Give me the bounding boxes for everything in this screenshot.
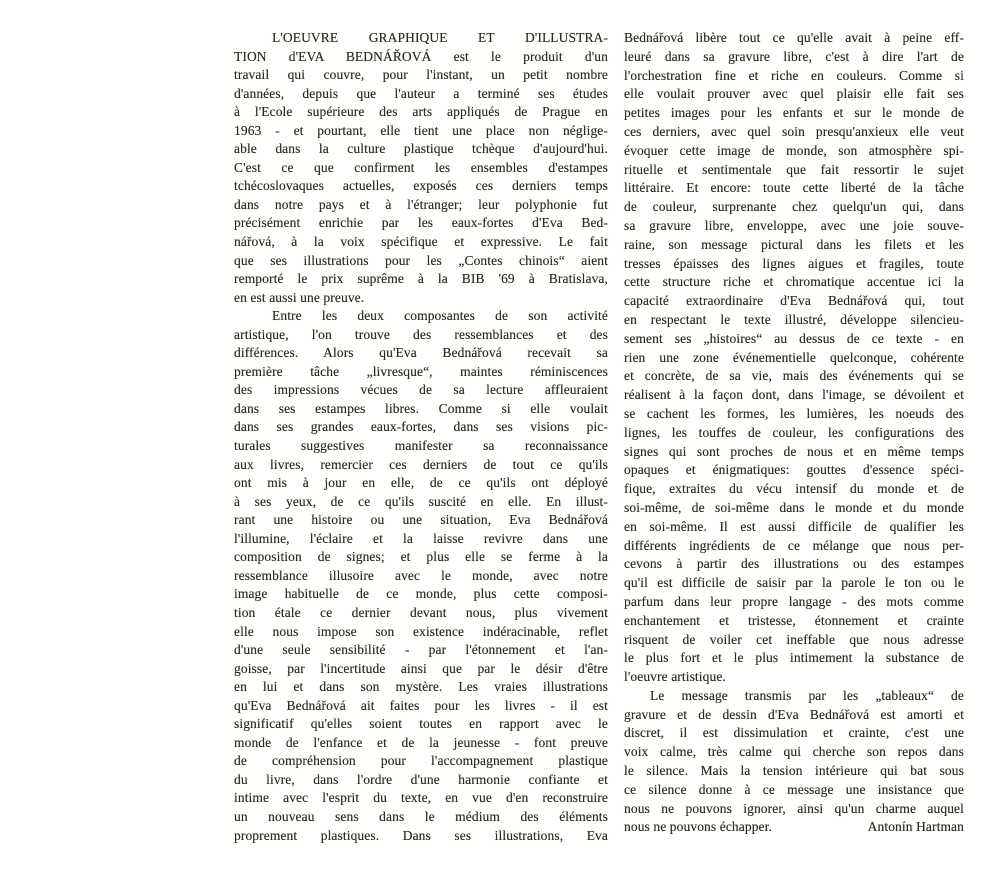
text-line: et concrète, de sa vie, mais des événements qui se	[624, 368, 964, 384]
text-line: gravure et de dessin d'Eva Bednářová est amorti et	[624, 706, 964, 722]
text-line: à ses yeux, de ce qu'ils suscité en elle. En illust-	[234, 493, 608, 509]
text-column-left	[234, 29, 608, 845]
text-line: tion étale ce dernier devant nous, plus vivement	[234, 604, 608, 620]
paragraph	[624, 687, 964, 837]
author-signature: Antonín Hartman	[867, 819, 964, 835]
text-line: elle voulait prouver avec quel plaisir elle fait ses	[624, 86, 964, 102]
text-line: différences. Alors qu'Eva Bednářová recevait sa	[234, 345, 608, 361]
text-line: qu'Eva Bednářová ait faites pour les livres - il est	[234, 697, 608, 713]
text-line: fique, extraites du vécu intensif du monde et de	[624, 481, 964, 497]
text-line: le silence. Mais la tension intérieure qui bat sous	[624, 763, 964, 779]
text-line: Bednářová libère tout ce qu'elle avait à peine eff-	[624, 30, 964, 45]
text-line: raine, son message pictural dans les filets et les	[624, 236, 964, 252]
text-line: qu'il est difficile de saisir par la parole le ton ou le	[624, 575, 964, 591]
text-line: en soi-même. Il est aussi difficile de qualifier les	[624, 518, 964, 534]
text-line: l'oeuvre artistique.	[624, 669, 726, 685]
text-line: en est aussi une preuve.	[234, 289, 365, 305]
text-line: nous ne pouvons ignorer, ainsi qu'un charme auquel	[624, 800, 964, 816]
text-line: de couleur, surprenante chez quelqu'un qui, dans	[624, 199, 964, 215]
text-line: le plus fort et le plus intimement la substance de	[624, 650, 964, 666]
text-line: ressemblance illusoire avec le monde, avec notre	[234, 567, 608, 583]
text-line: Le message transmis par les „tableaux“ de	[650, 687, 964, 703]
text-line: proprement plastiques. Dans ses illustrations, Eva	[234, 827, 608, 843]
paragraph-end-text: nous ne pouvons échapper.	[624, 819, 772, 835]
text-line: leuré dans sa gravure libre, c'est à dire l'art de	[624, 48, 964, 64]
text-line: elle nous impose son existence indéracinable, reflet	[234, 623, 608, 639]
text-line: l'illumine, l'éclaire et la laisse revivre dans une	[234, 530, 608, 546]
text-line: à l'Ecole supérieure des arts appliqués de Prague en	[234, 104, 608, 120]
text-line: intime avec l'esprit du texte, en vue d'en reconstruire	[234, 790, 608, 806]
text-line: ces derniers, avec quel soin presqu'anxieux elle veut	[624, 123, 964, 139]
text-line: soi-même, de soi-même dans le monde et du monde	[624, 499, 964, 515]
text-line: signes qui sont proches de nous et en même temps	[624, 443, 964, 459]
text-line: tchécoslovaques actuelles, exposés ces derniers temps	[234, 178, 608, 194]
text-line: discret, il est dissimulation et crainte, c'est une	[624, 725, 964, 741]
text-line: dans ses estampes libres. Comme si elle voulait	[234, 400, 608, 416]
text-line: 1963 - et pourtant, elle tient une place non néglige-	[234, 122, 608, 138]
text-line: l'orchestration fine et riche en couleurs. Comme si	[624, 67, 964, 83]
text-line: se cachent les formes, les lumières, les noeuds des	[624, 405, 964, 421]
paragraph	[234, 29, 608, 307]
text-line: dans ses grandes eaux-fortes, dans ses visions pic-	[234, 419, 608, 435]
text-line: sa gravure libre, enveloppe, avec une joie souve-	[624, 217, 964, 233]
text-line: remporté le prix suprême à la BIB '69 à Bratislava,	[234, 271, 608, 287]
text-line: aux livres, remercier ces derniers de tout ce qu'ils	[234, 456, 608, 472]
text-line: cevons à partir des illustrations ou des estampes	[624, 556, 964, 572]
text-line: tresses épaisses des lignes aigues et fragiles, toute	[624, 255, 964, 271]
text-line: risquent de voiler cet ineffable que nous adresse	[624, 631, 964, 647]
text-line: petites images pour les enfants et sur le monde de	[624, 105, 964, 121]
text-line: capacité extraordinaire d'Eva Bednářová qui, tout	[624, 293, 964, 309]
text-line: turales suggestives manifester sa reconnaissance	[234, 438, 608, 454]
signature-line	[624, 818, 964, 837]
text-line: parfum dans leur propre langage - des mots comme	[624, 593, 964, 609]
text-line: littéraire. Et encore: toute cette liberté de la tâche	[624, 180, 964, 196]
text-line: C'est ce que confirment les ensembles d'estampes	[234, 159, 608, 175]
text-line: première tâche „livresque“, maintes réminiscences	[234, 363, 608, 379]
text-line: able dans la culture plastique tchèque d'aujourd'hui.	[234, 141, 608, 157]
text-line: que ses illustrations pour les „Contes chinois“ aient	[234, 252, 608, 268]
text-line: réalisent à la façon dont, dans l'image, se dévoilent et	[624, 387, 964, 403]
text-column-right	[624, 29, 964, 837]
text-line: précisément enrichie par les eaux-fortes d'Eva Bed-	[234, 215, 608, 231]
paragraph	[624, 29, 964, 687]
text-line: ont mis à jour en elle, de ce qu'ils ont déployé	[234, 475, 608, 491]
text-line: Entre les deux composantes de son activité	[272, 308, 608, 324]
text-line: du livre, dans l'ordre d'une harmonie confiante et	[234, 771, 608, 787]
text-line: différents ingrédients de ce mélange que nous per-	[624, 537, 964, 553]
text-line: image habituelle de ce monde, plus cette composi-	[234, 586, 608, 602]
paragraph	[234, 307, 608, 845]
text-line: opaques et énigmatiques: gouttes d'essence spéci-	[624, 462, 964, 478]
text-line: d'années, depuis que l'auteur a terminé ses études	[234, 85, 608, 101]
text-line: rant une histoire ou une situation, Eva Bednářová	[234, 512, 608, 528]
text-line: sement ses „histoires“ au dessus de ce texte - en	[624, 330, 964, 346]
text-line: ce silence donne à ce message une insistance que	[624, 781, 964, 797]
text-line: composition de signes; et plus elle se ferme à la	[234, 549, 608, 565]
text-line: TION d'EVA BEDNÁŘOVÁ est le produit d'un	[234, 48, 608, 64]
text-line: en lui et dans son mystère. Les vraies illustrations	[234, 679, 608, 695]
text-line: monde de l'enfance et de la jeunesse - font preuve	[234, 734, 608, 750]
text-line: des impressions vécues de sa lecture affleuraient	[234, 382, 608, 398]
text-line: rien une zone événementielle quelconque, cohérente	[624, 349, 964, 365]
text-line: artistique, l'on trouve des ressemblances et des	[234, 326, 608, 342]
text-line: un nouveau sens dans le médium des éléments	[234, 808, 608, 824]
text-line: cette structure riche et chromatique accentue ici la	[624, 274, 964, 290]
text-line: voix calme, très calme qui cherche son repos dans	[624, 744, 964, 760]
text-line: rituelle et sentimentale que fait ressortir le sujet	[624, 161, 964, 177]
text-line: nářová, à la voix spécifique et expressive. Le fait	[234, 234, 608, 250]
text-line: significatif qu'elles soient toutes en rapport avec le	[234, 716, 608, 732]
text-line: L'OEUVRE GRAPHIQUE ET D'ILLUSTRA-	[272, 30, 608, 45]
text-line: de compréhension pour l'accompagnement plastique	[234, 753, 608, 769]
text-line: travail qui couvre, pour l'instant, un petit nombre	[234, 67, 608, 83]
text-line: lignes, les touffes de couleur, les configurations des	[624, 424, 964, 440]
text-line: en respectant le texte illustré, développe silencieu-	[624, 311, 964, 327]
text-line: d'une seule sensibilité - par l'étonnement et l'an-	[234, 642, 608, 658]
text-line: goisse, par l'incertitude ainsi que par le désir d'être	[234, 660, 608, 676]
text-line: dans notre pays et à l'étranger; leur polyphonie fut	[234, 196, 608, 212]
text-line: enchantement et tristesse, étonnement et crainte	[624, 612, 964, 628]
text-line: évoquer cette image de monde, son atmosphère spi-	[624, 142, 964, 158]
